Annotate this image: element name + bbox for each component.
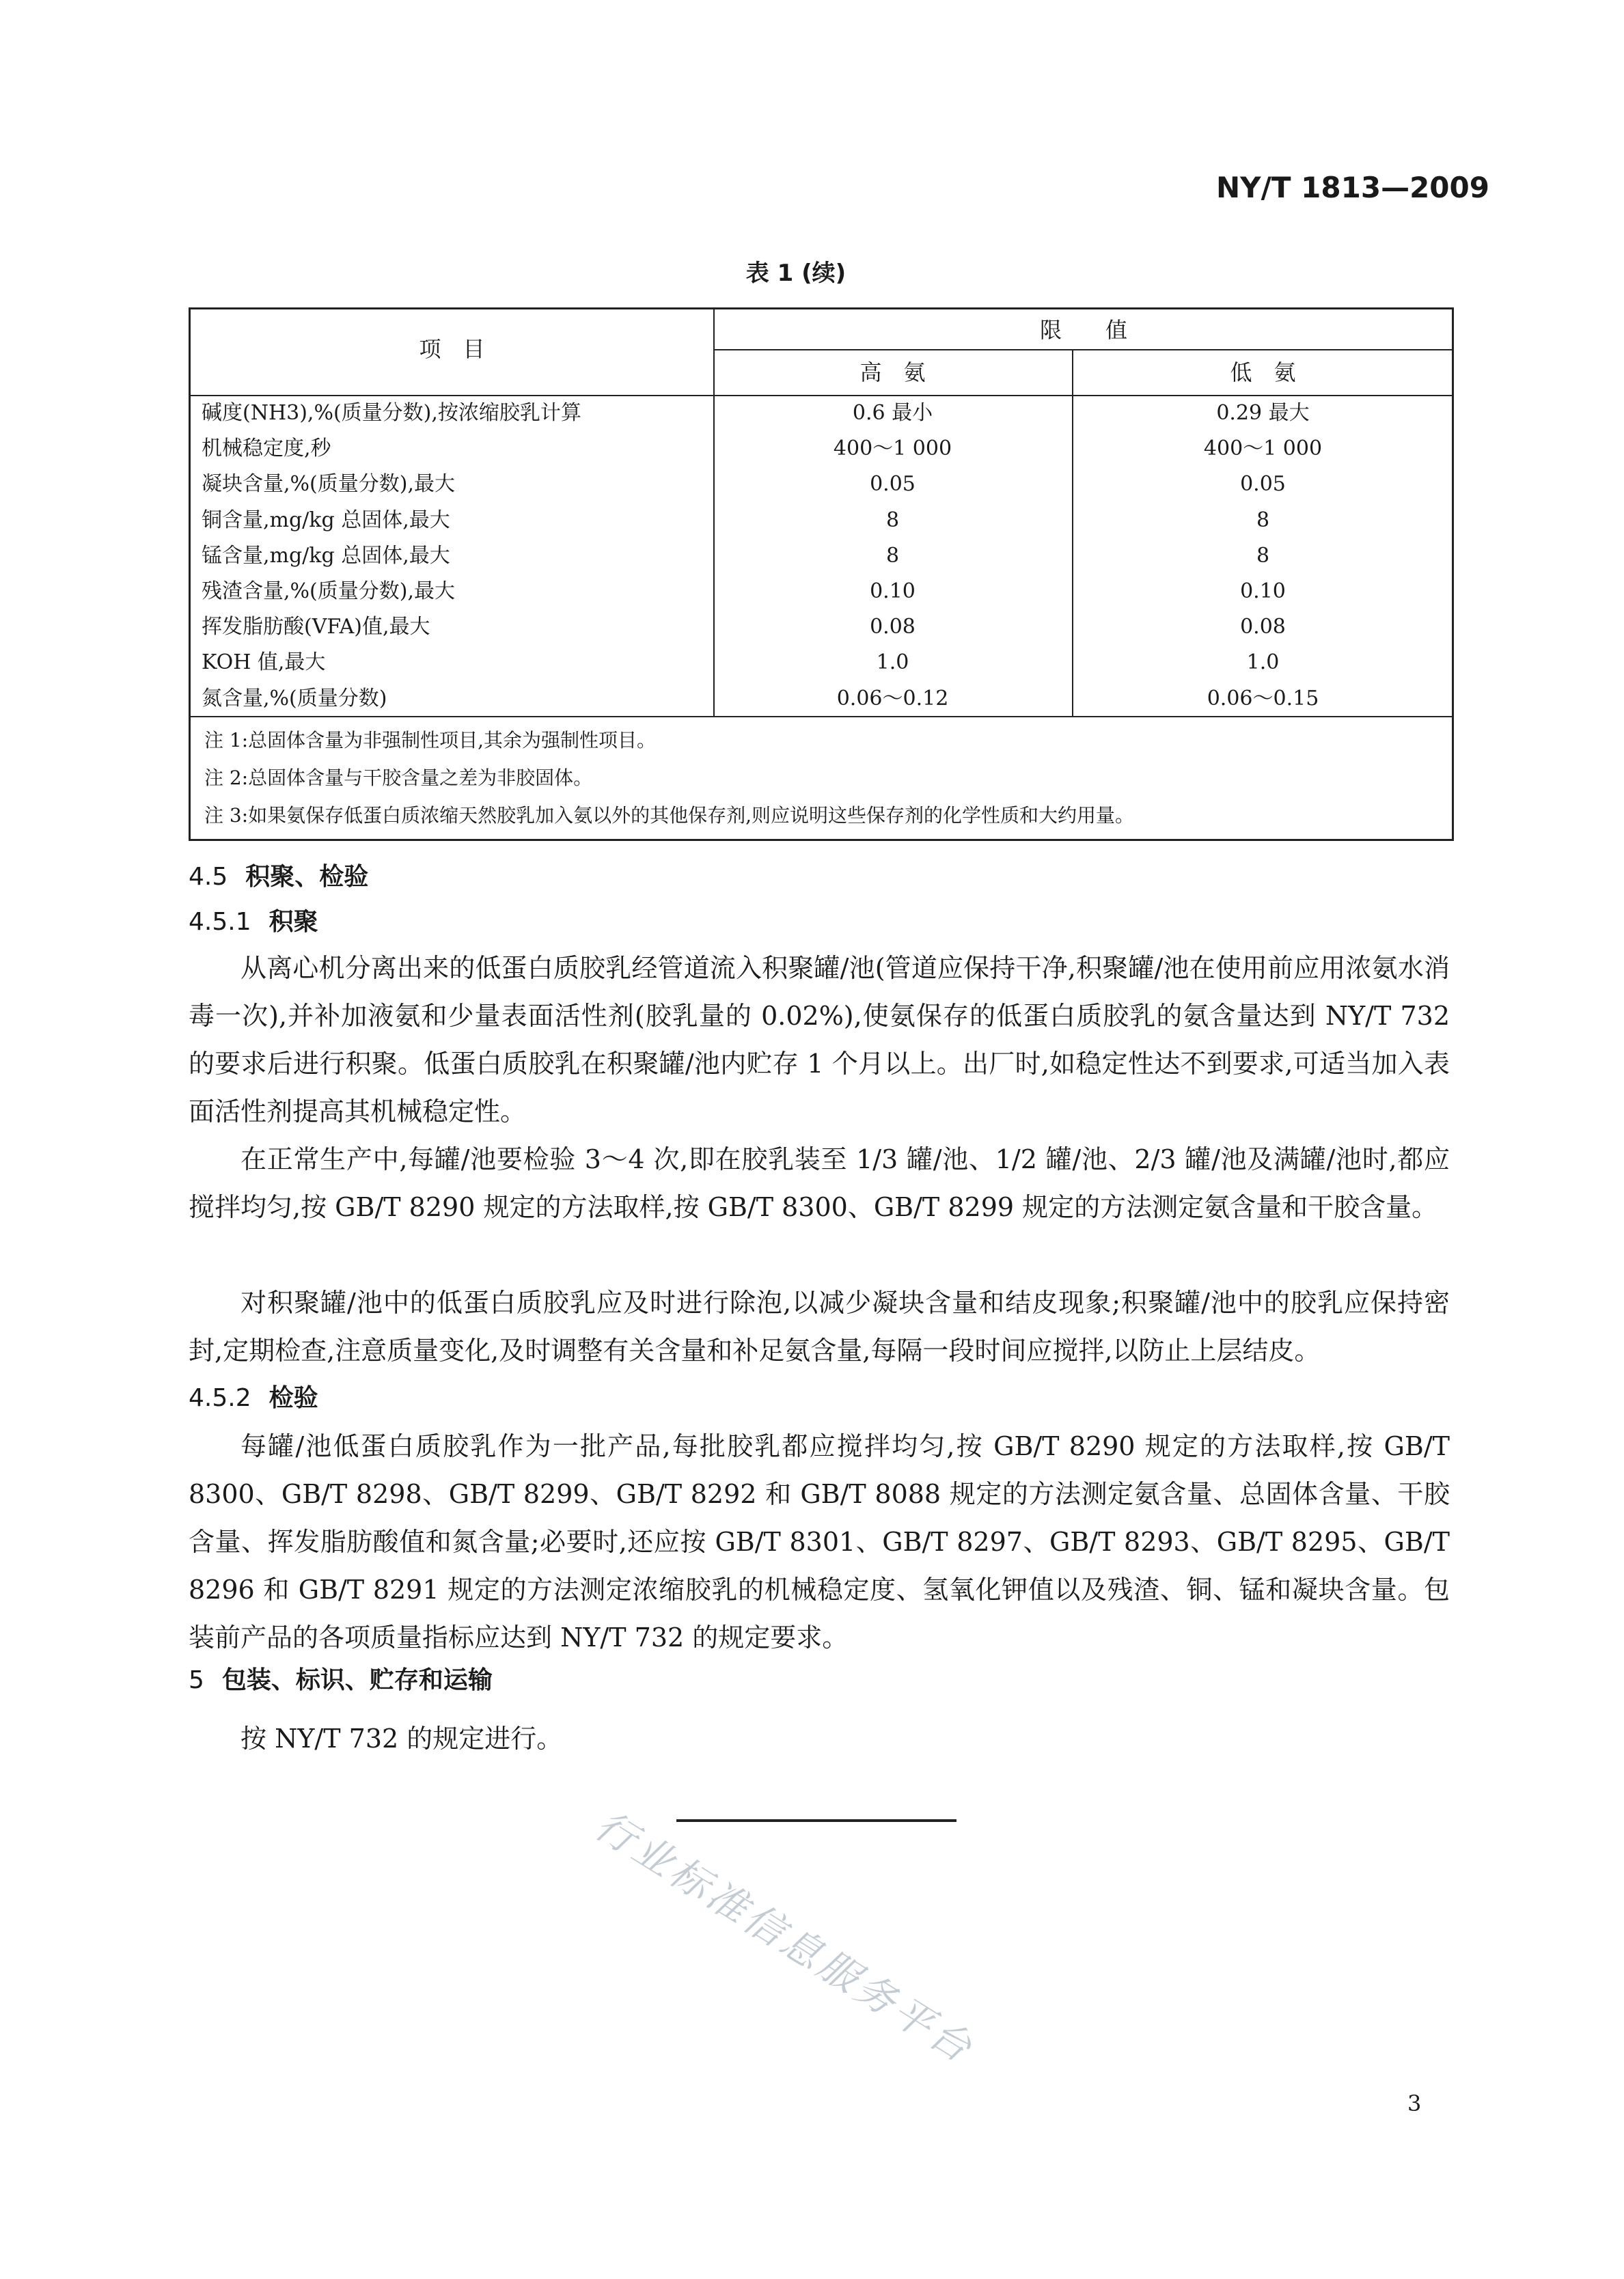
subsection-heading — [189, 902, 318, 943]
row-item-label: 碱度(NH3),%(质量分数),按浓缩胶乳计算 — [202, 401, 581, 425]
row-low-value: 0.10 — [1240, 579, 1286, 603]
section-number: 4.5.2 — [189, 1384, 251, 1412]
section-title: 积聚、检验 — [245, 863, 369, 891]
row-high-value: 1.0 — [876, 650, 909, 675]
header-low-ammonia: 低 氨 — [1230, 359, 1296, 385]
row-low-value: 8 — [1256, 543, 1270, 568]
row-low-value: 400～1 000 — [1203, 437, 1323, 461]
watermark: 行业标准信息服务平台 — [587, 1801, 983, 2073]
row-item-label: 锰含量,mg/kg 总固体,最大 — [202, 543, 450, 568]
end-rule — [676, 1819, 956, 1822]
paragraph: 从离心机分离出来的低蛋白质胶乳经管道流入积聚罐/池(管道应保持干净,积聚罐/池在使用前应用浓氨水消毒一次),并补加液氨和少量表面活性剂(胶乳量的 0.02%),使氨保存的低蛋白质胶乳的氨含量达到 NY/T 732 的要求后进行积聚。低蛋白质胶乳在积聚罐/池内贮存 1 个月以上。出厂时,如稳定性达不到要求,可适当加入表面活性剂提高其机械稳定性。 — [189, 953, 1450, 1127]
row-low-value: 0.29 最大 — [1216, 401, 1310, 425]
header-limit: 限 值 — [1039, 317, 1127, 343]
row-high-value: 0.06～0.12 — [836, 686, 949, 710]
row-high-value: 400～1 000 — [833, 437, 952, 461]
section-title: 积聚 — [269, 908, 318, 936]
section-heading — [189, 1660, 493, 1701]
section-number: 4.5.1 — [189, 908, 251, 936]
paragraph: 按 NY/T 732 的规定进行。 — [240, 1724, 563, 1754]
header-divider — [713, 349, 1452, 350]
section-heading — [189, 857, 368, 898]
row-item-label: KOH 值,最大 — [202, 650, 326, 675]
header-high-ammonia: 高 氨 — [859, 359, 926, 385]
section-title: 检验 — [269, 1384, 318, 1412]
row-low-value: 0.05 — [1240, 472, 1286, 497]
page-number: 3 — [1407, 2090, 1422, 2116]
row-item-label: 机械稳定度,秒 — [202, 437, 331, 461]
subsection-heading — [189, 1378, 318, 1419]
row-high-value: 8 — [885, 508, 900, 532]
paragraph: 对积聚罐/池中的低蛋白质胶乳应及时进行除泡,以减少凝块含量和结皮现象;积聚罐/池中的胶乳应保持密封,定期检查,注意质量变化,及时调整有关含量和补足氨含量,每隔一段时间应搅拌,以防止上层结皮。 — [189, 1288, 1450, 1366]
section-number: 5 — [189, 1666, 204, 1694]
row-high-value: 0.6 最小 — [852, 401, 933, 425]
section-number: 4.5 — [189, 863, 228, 891]
row-low-value: 0.06～0.15 — [1207, 686, 1319, 710]
row-item-label: 残渣含量,%(质量分数),最大 — [202, 579, 455, 603]
row-item-label: 凝块含量,%(质量分数),最大 — [202, 472, 455, 497]
section-title: 包装、标识、贮存和运输 — [221, 1666, 493, 1694]
row-item-label: 铜含量,mg/kg 总固体,最大 — [202, 508, 450, 532]
table-note: 注 3:如果氨保存低蛋白质浓缩天然胶乳加入氨以外的其他保存剂,则应说明这些保存剂的化学性质和大约用量。 — [204, 804, 1135, 827]
paragraph: 每罐/池低蛋白质胶乳作为一批产品,每批胶乳都应搅拌均匀,按 GB/T 8290 规定的方法取样,按 GB/T 8300、GB/T 8298、GB/T 8299、GB/T 8292 和 GB/T 8088 规定的方法测定氨含量、总固体含量、干胶含量、挥发脂肪酸值和氮含量;必要时,还应按 GB/T 8301、GB/T 8297、GB/T 8293、GB/T 8295、GB/T 8296 和 GB/T 8291 规定的方法测定浓缩胶乳的机械稳定度、氢氧化钾值以及残渣、铜、锰和凝块含量。包装前产品的各项质量指标应达到 NY/T 732 的规定要求。 — [189, 1431, 1450, 1653]
header-item: 项 目 — [419, 336, 485, 362]
row-high-value: 0.10 — [870, 579, 916, 603]
standard-number: NY/T 1813—2009 — [1216, 171, 1489, 204]
row-high-value: 0.05 — [870, 472, 916, 497]
row-low-value: 0.08 — [1240, 615, 1286, 639]
table-note: 注 2:总固体含量与干胶含量之差为非胶固体。 — [204, 766, 593, 789]
spec-table — [189, 307, 1454, 841]
table-caption: 表 1 (续) — [745, 260, 847, 287]
row-high-value: 8 — [885, 543, 900, 568]
row-item-label: 挥发脂肪酸(VFA)值,最大 — [202, 615, 430, 639]
paragraph: 在正常生产中,每罐/池要检验 3～4 次,即在胶乳装至 1/3 罐/池、1/2 罐/池、2/3 罐/池及满罐/池时,都应搅拌均匀,按 GB/T 8290 规定的方法取样,按 GB/T 8300、GB/T 8299 规定的方法测定氨含量和干胶含量。 — [189, 1144, 1450, 1222]
table-note: 注 1:总固体含量为非强制性项目,其余为强制性项目。 — [204, 729, 657, 751]
row-low-value: 1.0 — [1246, 650, 1280, 675]
row-high-value: 0.08 — [870, 615, 916, 639]
row-item-label: 氮含量,%(质量分数) — [202, 686, 387, 710]
row-low-value: 8 — [1256, 508, 1270, 532]
